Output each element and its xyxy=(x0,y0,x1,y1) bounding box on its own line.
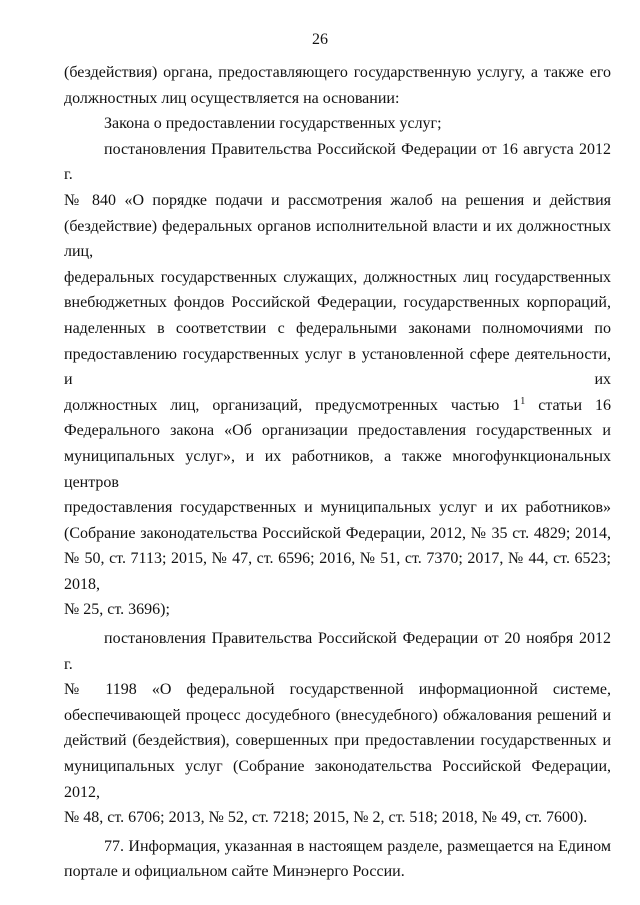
text-line: обеспечивающей процесс досудебного (внесудебного) обжалования решений и xyxy=(64,706,611,724)
text-line: № 48, ст. 6706; 2013, № 52, ст. 7218; 2015, № 2, ст. 518; 2018, № 49, ст. 7600). xyxy=(64,809,588,827)
text-line: муниципальных услуг (Собрание законодательства Российской Федерации, 2012, xyxy=(64,758,611,801)
text-line: предоставлению государственных услуг в установленной сфере деятельности, и их xyxy=(64,345,611,389)
text-line: (Собрание законодательства Российской Федерации, 2012, № 35 ст. 4829; 2014, xyxy=(64,524,611,542)
paragraph-law-reference xyxy=(64,111,611,137)
text-line: действий (бездействия), совершенных при предоставлении государственных и xyxy=(64,732,611,750)
text-line: № 1198 «О федеральной государственной информационной системе, xyxy=(64,681,611,699)
text-line: должностных лиц осуществляется на основании: xyxy=(64,89,400,107)
text-line: (бездействия) органа, предоставляющего государственную услугу, а также его xyxy=(64,64,611,81)
text-line: Закона о предоставлении государственных услуг; xyxy=(104,115,442,133)
text-fragment: должностных лиц, организаций, предусмотренных частью 1 xyxy=(64,396,521,414)
text-line: 77. Информация, указанная в настоящем разделе, размещается на Едином xyxy=(104,837,611,855)
text-line: муниципальных услуг», и их работников, а также многофункциональных центров xyxy=(64,447,611,491)
paragraph-item-77 xyxy=(64,834,611,885)
document-body xyxy=(64,60,611,885)
text-line: наделенных в соответствии с федеральными законами полномочиями по xyxy=(64,319,611,337)
paragraph-basis-intro xyxy=(64,60,611,111)
text-line: Федерального закона «Об организации предоставления государственных и xyxy=(64,422,611,440)
text-line: внебюджетных фондов Российской Федерации, государственных корпораций, xyxy=(64,294,611,312)
text-line: постановления Правительства Российской Федерации от 20 ноября 2012 г. xyxy=(64,630,611,673)
text-line: № 840 «О порядке подачи и рассмотрения жалоб на решения и действия xyxy=(64,191,611,209)
text-line: № 25, ст. 3696); xyxy=(64,601,170,619)
text-line: предоставления государственных и муниципальных услуг и их работников» xyxy=(64,499,611,517)
text-line: портале и официальном сайте Минэнерго России. xyxy=(64,863,405,881)
superscript: 1 xyxy=(520,395,526,407)
text-line: постановления Правительства Российской Федерации от 16 августа 2012 г. xyxy=(64,140,611,184)
text-line: федеральных государственных служащих, должностных лиц государственных xyxy=(64,268,611,286)
text-fragment: статьи 16 xyxy=(525,396,611,414)
paragraph-resolution-840 xyxy=(64,137,611,623)
text-line-with-superscript xyxy=(64,393,611,419)
page-number: 26 xyxy=(312,31,328,48)
text-line: № 50, ст. 7113; 2015, № 47, ст. 6596; 2016, № 51, ст. 7370; 2017, № 44, ст. 6523; 2018, xyxy=(64,550,611,593)
paragraph-resolution-1198 xyxy=(64,626,611,831)
text-line: (бездействие) федеральных органов исполнительной власти и их должностных лиц, xyxy=(64,217,611,261)
